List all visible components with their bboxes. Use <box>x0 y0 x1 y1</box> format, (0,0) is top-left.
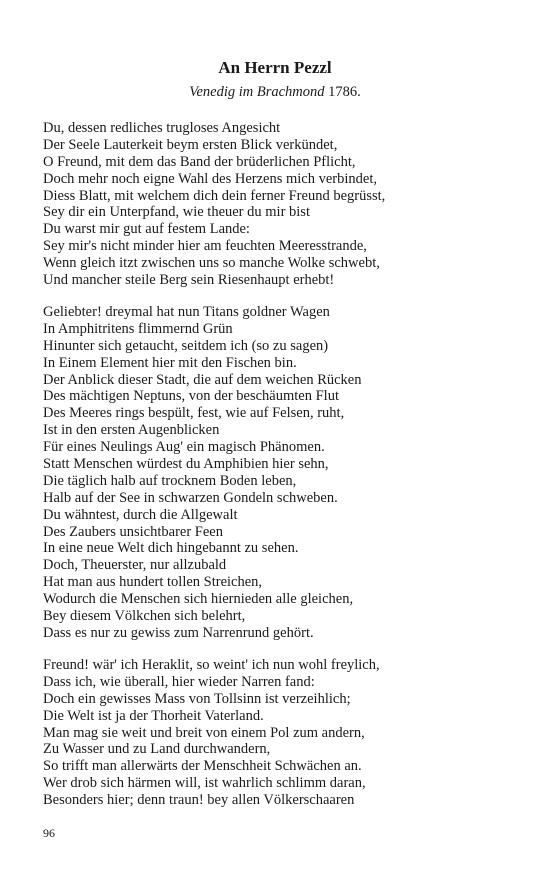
dateline-year: 1786. <box>328 84 361 100</box>
verse-line: Doch ein gewisses Mass von Tollsinn ist verzeihlich; <box>43 690 351 707</box>
verse-line: Des Zaubers unsichtbarer Feen <box>43 523 223 540</box>
verse-line: Zu Wasser und zu Land durchwandern, <box>43 741 271 758</box>
verse-line: In Einem Element hier mit den Fischen bin. <box>43 354 297 371</box>
verse-line: Bey diesem Völkchen sich belehrt, <box>43 608 246 625</box>
verse-line: Halb auf der See in schwarzen Gondeln schweben. <box>43 489 338 506</box>
verse-line: Hinunter sich getaucht, seitdem ich (so zu sagen) <box>43 337 329 354</box>
verse-line: Doch, Theuerster, nur allzubald <box>43 557 227 574</box>
verse-line: Freund! wär' ich Heraklit, so weint' ich nun wohl freylich, <box>43 657 380 673</box>
verse-line: Der Anblick dieser Stadt, die auf dem weichen Rücken <box>43 371 362 388</box>
verse-line: Du, dessen redliches trugloses Angesicht <box>43 120 281 136</box>
verse-line: Der Seele Lauterkeit beym ersten Blick verkündet, <box>43 136 338 153</box>
dateline-place: Venedig im Brachmond <box>189 84 325 100</box>
verse-line: Du warst mir gut auf festem Lande: <box>43 221 250 238</box>
verse-line: Sey mir's nicht minder hier am feuchten Meeresstrande, <box>43 238 367 255</box>
verse-line: O Freund, mit dem das Band der brüderlichen Pflicht, <box>43 153 356 170</box>
verse-line: Geliebter! dreymal hat nun Titans goldner Wagen <box>43 304 330 320</box>
page-number: 96 <box>43 826 55 840</box>
verse-line: Sey dir ein Unterpfand, wie theuer du mir bist <box>43 204 310 221</box>
verse-line: Dass ich, wie überall, hier wieder Narren fand: <box>43 673 315 690</box>
verse-line: Diess Blatt, mit welchem dich dein ferner Freund begrüsst, <box>43 187 386 204</box>
verse-line: Besonders hier; denn traun! bey allen Völkerschaaren <box>43 792 355 809</box>
verse-line: Und mancher steile Berg sein Riesenhaupt erhebt! <box>43 272 335 289</box>
verse-line: Wer drob sich härmen will, ist wahrlich schlimm daran, <box>43 775 366 792</box>
verse-line: In Amphitritens flimmernd Grün <box>43 320 233 337</box>
verse-line: Du wähntest, durch die Allgewalt <box>43 506 238 523</box>
verse-line: Die täglich halb auf trocknem Boden leben, <box>43 472 297 489</box>
verse-line: Wodurch die Menschen sich hiernieden alle gleichen, <box>43 591 354 608</box>
verse-line: Statt Menschen würdest du Amphibien hier sehn, <box>43 456 329 473</box>
stanza-2 <box>43 304 513 642</box>
poem-dateline <box>0 82 550 102</box>
stanza-3 <box>43 657 513 809</box>
verse-line: Doch mehr noch eigne Wahl des Herzens mich verbindet, <box>43 170 377 187</box>
poem-title: An Herrn Pezzl <box>218 58 332 77</box>
verse-line: Ist in den ersten Augenblicken <box>43 422 220 439</box>
verse-line: Wenn gleich itzt zwischen uns so manche Wolke schwebt, <box>43 255 380 272</box>
verse-line: In eine neue Welt dich hingebannt zu sehen. <box>43 540 299 557</box>
stanza-1 <box>43 120 513 289</box>
verse-line: Die Welt ist ja der Thorheit Vaterland. <box>43 707 264 724</box>
verse-line: Dass es nur zu gewiss zum Narrenrund gehört. <box>43 624 314 641</box>
verse-line: Für eines Neulings Aug' ein magisch Phänomen. <box>43 439 325 456</box>
verse-line: Des Meeres rings bespült, fest, wie auf Felsen, ruht, <box>43 405 345 422</box>
verse-line: Des mächtigen Neptuns, von der beschäumten Flut <box>43 388 339 405</box>
verse-line: So trifft man allerwärts der Menschheit Schwächen an. <box>43 758 362 775</box>
verse-line: Man mag sie weit und breit von einem Pol zum andern, <box>43 724 365 741</box>
verse-line: Hat man aus hundert tollen Streichen, <box>43 574 263 591</box>
